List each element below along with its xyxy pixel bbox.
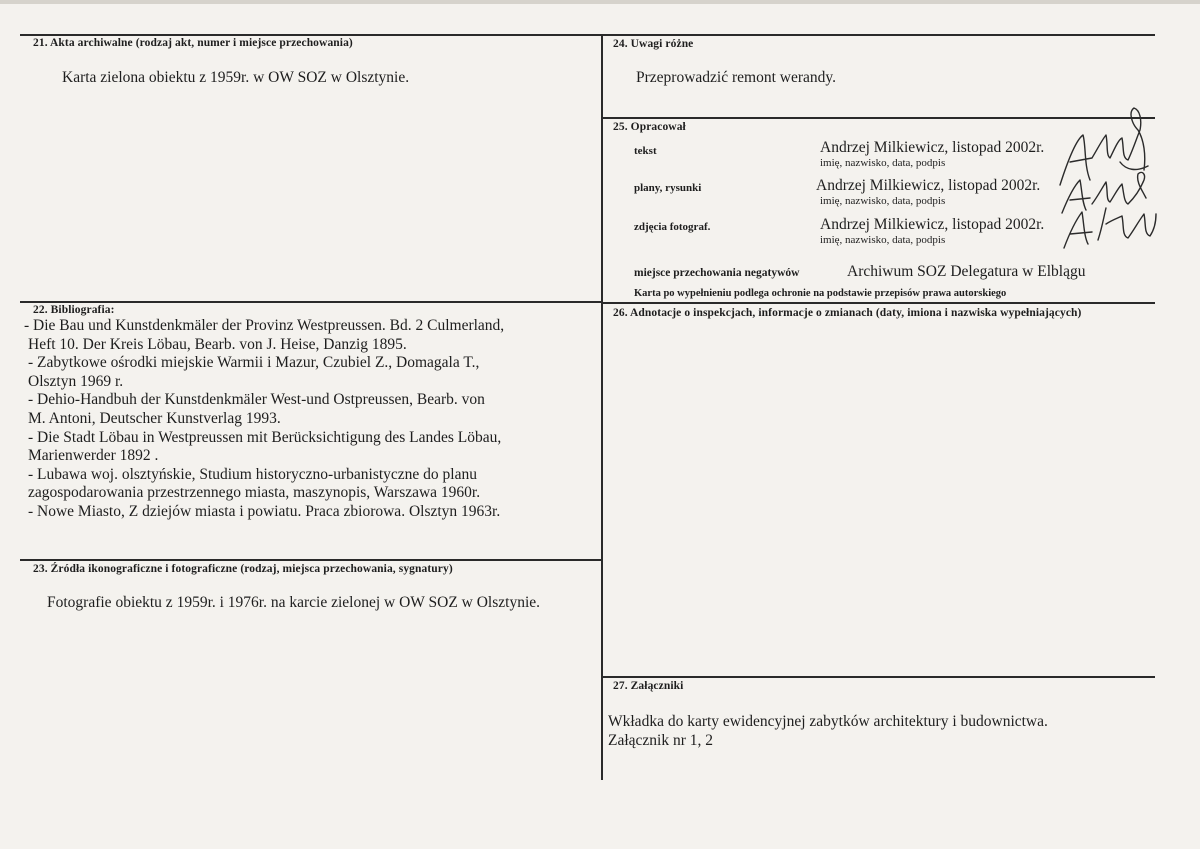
negatives-label: miejsce przechowania negatywów (634, 267, 800, 279)
bibliography-line: - Die Stadt Löbau in Westpreussen mit Berücksichtigung des Landes Löbau, (28, 428, 502, 446)
section-25-header: 25. Opracował (613, 121, 686, 133)
negatives-value: Archiwum SOZ Delegatura w Elblągu (847, 263, 1086, 280)
bibliography-line: Olsztyn 1969 r. (28, 372, 124, 390)
bibliography-line: Heft 10. Der Kreis Löbau, Bearb. von J. Heise, Danzig 1895. (28, 335, 407, 353)
section-27-header: 27. Załączniki (613, 680, 684, 692)
row-plany-sub: imię, nazwisko, data, podpis (820, 195, 946, 207)
divider-26-27 (601, 676, 1155, 678)
section-24-header: 24. Uwagi różne (613, 38, 694, 50)
divider-22-23 (20, 559, 602, 561)
top-border (20, 34, 1155, 36)
row-zdjecia-value: Andrzej Milkiewicz, listopad 2002r. (820, 216, 1045, 233)
row-tekst-value: Andrzej Milkiewicz, listopad 2002r. (820, 139, 1045, 156)
bibliography-line: - Nowe Miasto, Z dziejów miasta i powiatu. Praca zbiorowa. Olsztyn 1963r. (28, 502, 501, 520)
row-zdjecia-sub: imię, nazwisko, data, podpis (820, 234, 946, 246)
divider-25-26 (601, 302, 1155, 304)
bibliography-line: Marienwerder 1892 . (28, 447, 159, 465)
paper-top-edge (0, 0, 1200, 4)
bibliography-list (24, 317, 588, 522)
row-zdjecia-label: zdjęcia fotograf. (634, 221, 711, 233)
section-27-line-2: Załącznik nr 1, 2 (608, 732, 714, 749)
section-23-header: 23. Źródła ikonograficzne i fotograficzne (rodzaj, miejsca przechowania, sygnatury) (33, 563, 453, 575)
section-21-header: 21. Akta archiwalne (rodzaj akt, numer i miejsce przechowania) (33, 37, 353, 49)
row-plany-label: plany, rysunki (634, 182, 702, 194)
divider-21-22 (20, 301, 602, 303)
center-divider (601, 34, 603, 780)
section-26-header: 26. Adnotacje o inspekcjach, informacje o zmianach (daty, imiona i nazwiska wypełniających) (613, 307, 1082, 319)
section-24-text: Przeprowadzić remont werandy. (636, 69, 836, 86)
bibliography-line: - Die Bau und Kunstdenkmäler der Provinz Westpreussen. Bd. 2 Culmerland, (24, 317, 505, 334)
row-tekst-label: tekst (634, 145, 657, 157)
row-tekst-sub: imię, nazwisko, data, podpis (820, 157, 946, 169)
section-21-text: Karta zielona obiektu z 1959r. w OW SOZ w Olsztynie. (62, 69, 410, 86)
row-plany-value: Andrzej Milkiewicz, listopad 2002r. (816, 177, 1041, 194)
bibliography-line: - Zabytkowe ośrodki miejskie Warmii i Mazur, Czubiel Z., Domagala T., (28, 354, 480, 372)
bibliography-line: M. Antoni, Deutscher Kunstverlag 1993. (28, 409, 281, 427)
bibliography-line: zagospodarowania przestrzennego miasta, maszynopis, Warszawa 1960r. (28, 484, 481, 502)
section-23-text: Fotografie obiektu z 1959r. i 1976r. na karcie zielonej w OW SOZ w Olsztynie. (47, 594, 541, 611)
bibliography-line: - Lubawa woj. olsztyńskie, Studium historyczno-urbanistyczne do planu (28, 465, 477, 483)
section-27-line-1: Wkładka do karty ewidencyjnej zabytków architektury i budownictwa. (608, 713, 1048, 730)
signature-3-icon (1052, 200, 1162, 255)
bibliography-line: - Dehio-Handbuh der Kunstdenkmäler West-und Ostpreussen, Bearb. von (28, 391, 485, 409)
section-22-header: 22. Bibliografia: (33, 304, 115, 316)
copyright-note: Karta po wypełnieniu podlega ochronie na podstawie przepisów prawa autorskiego (634, 288, 1007, 299)
